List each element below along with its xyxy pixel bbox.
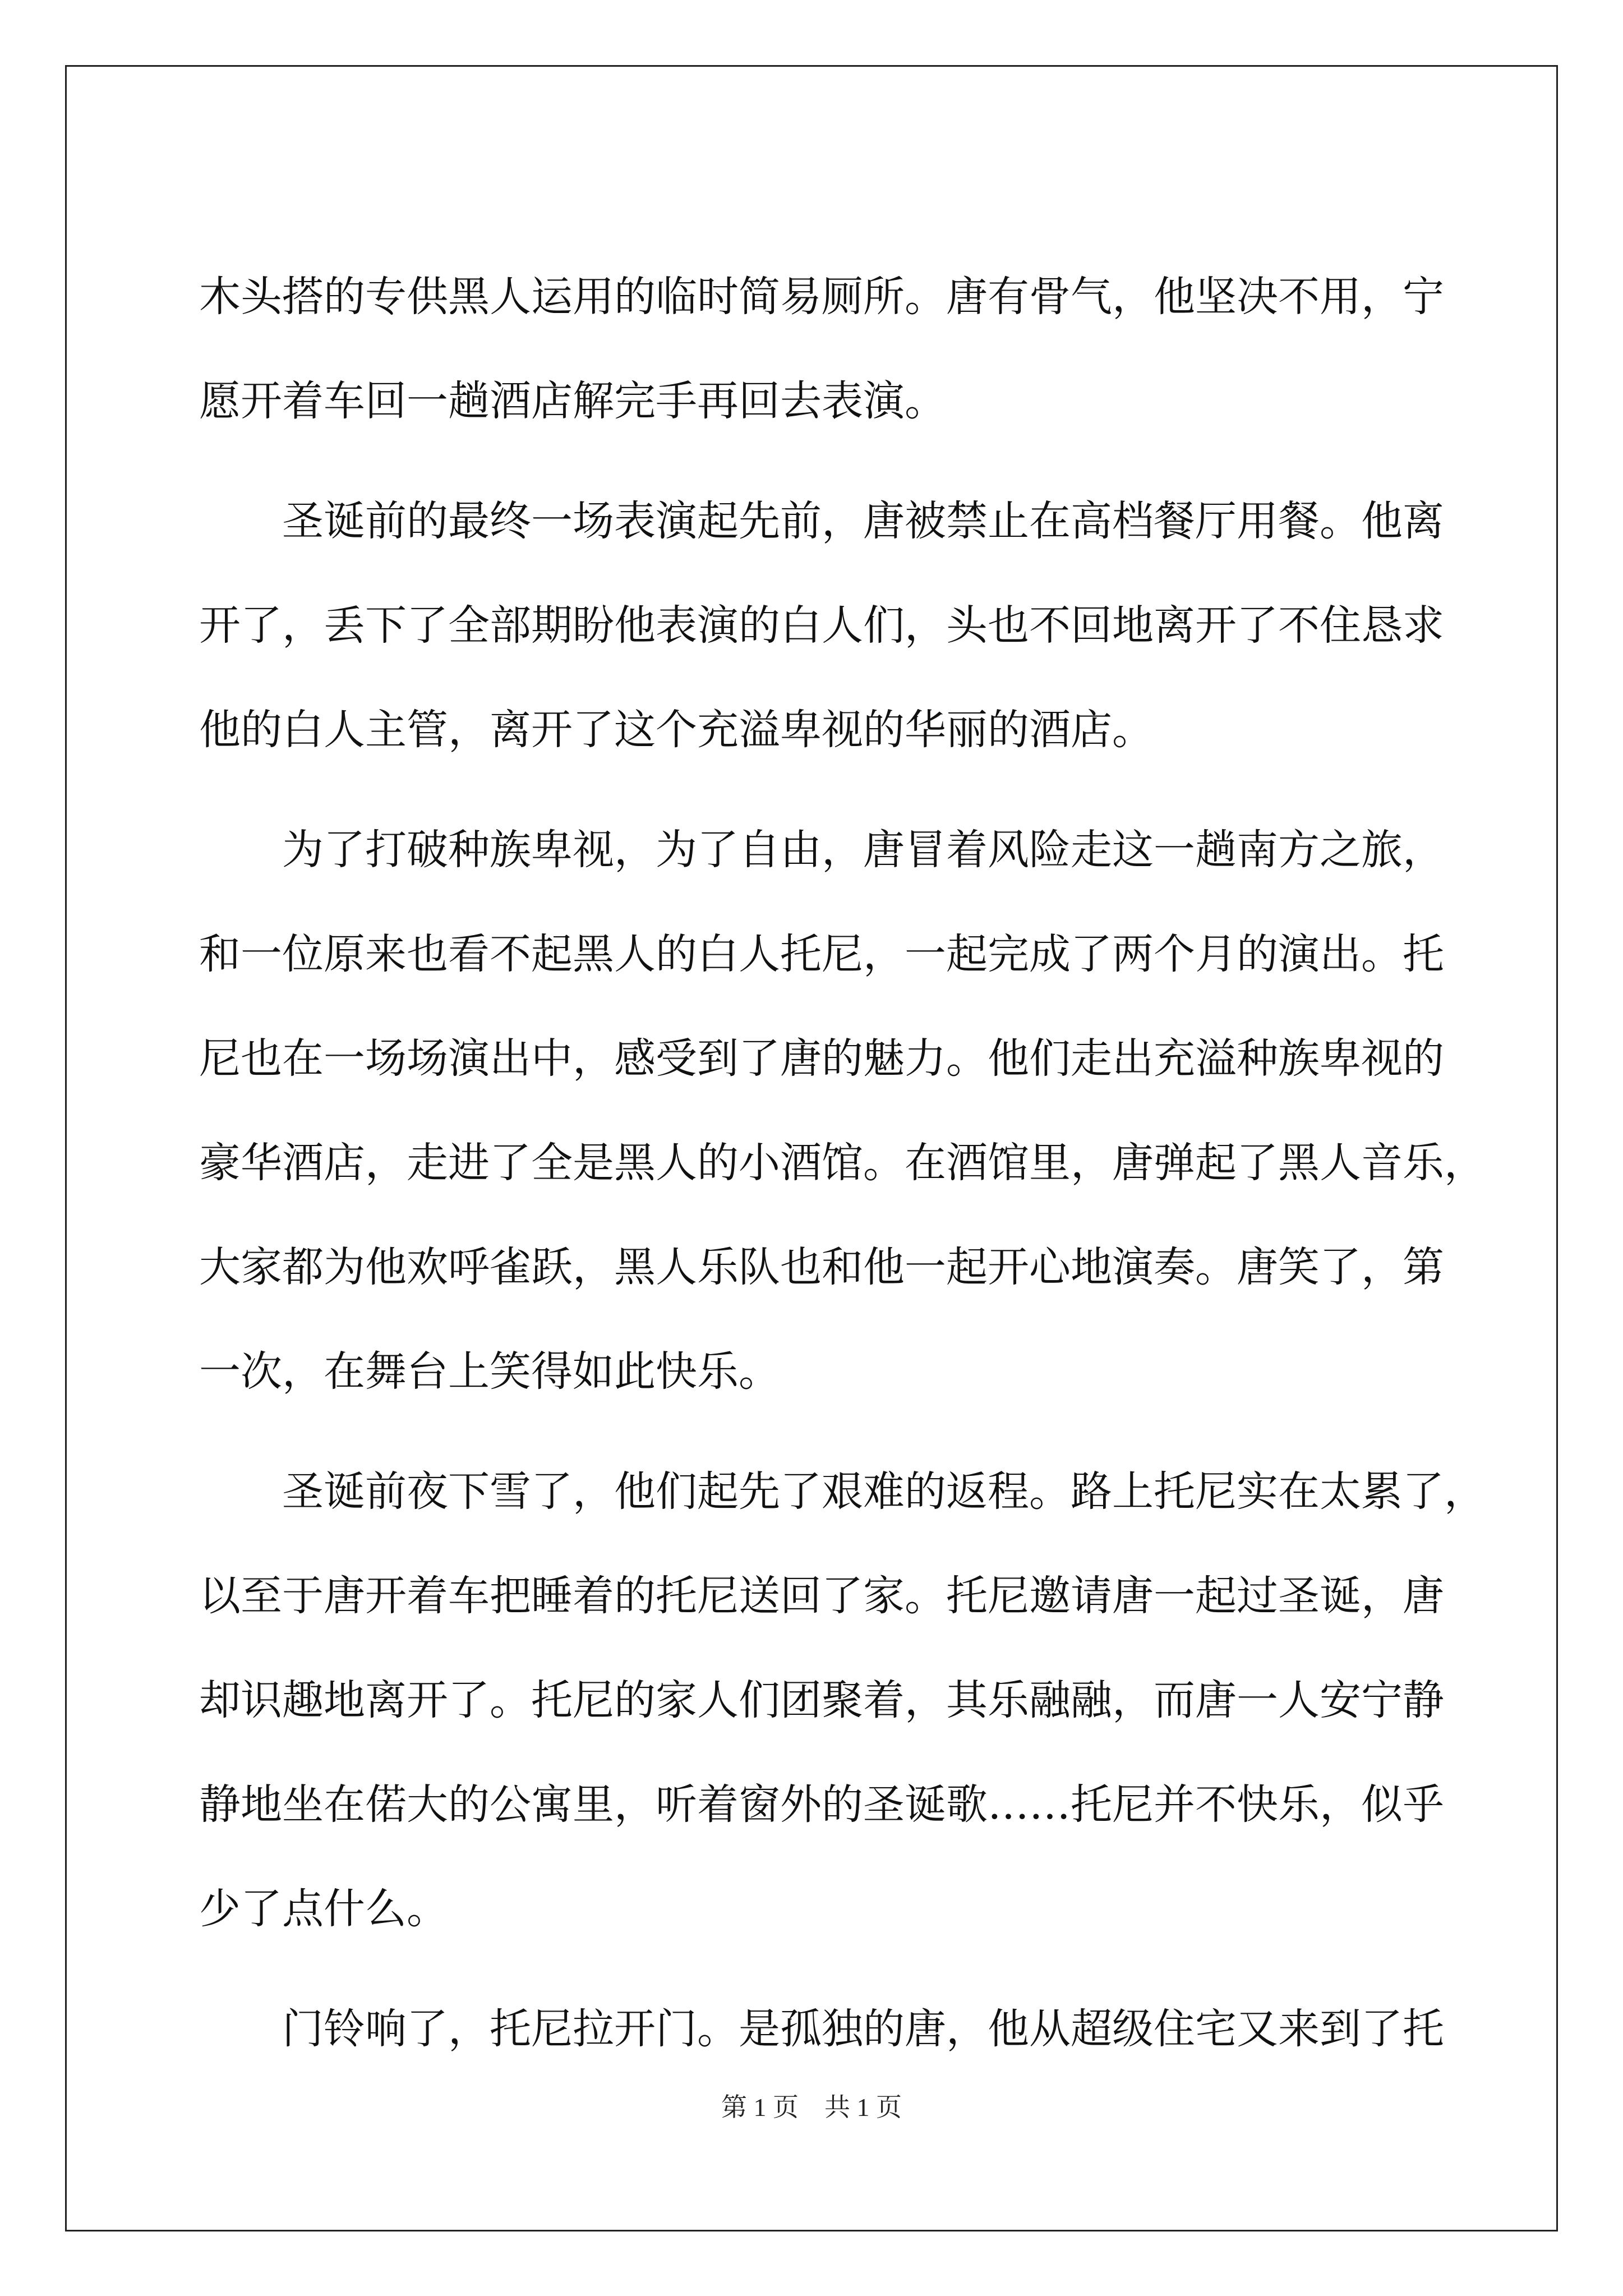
paragraph — [199, 213, 1444, 425]
text-line: 愿开着车回一趟酒店解完手再回去表演。 — [199, 377, 946, 425]
paragraph — [199, 422, 1444, 754]
document-body — [199, 213, 1486, 2053]
paragraph — [199, 751, 1486, 1396]
page-footer: 第 1 页 共 1 页 — [721, 2093, 902, 2122]
text-line: 和 一 位 原 来 也 看 不 起 黑 人 的 白 人 托 尼 ， 一 起 完 成 了 两 个 月 的 演 出 。 托 — [199, 930, 1444, 978]
text-line: 圣 诞 前 夜 下 雪 了 ， 他 们 起 先 了 艰 难 的 返 程 。 路 上 托 尼 实 在 太 累 了 ， — [282, 1467, 1486, 1516]
text-line: 他的白人主管，离开了这个充溢卑视的华丽的酒店。 — [199, 706, 1154, 754]
paragraph — [199, 1930, 1444, 2053]
text-line: 以 至 于 唐 开 着 车 把 睡 着 的 托 尼 送 回 了 家 。 托 尼 邀 请 唐 一 起 过 圣 诞 ， 唐 — [199, 1572, 1444, 1620]
text-line: 大 家 都 为 他 欢 呼 雀 跃 ， 黑 人 乐 队 也 和 他 一 起 开 心 地 演 奏 。 唐 笑 了 ， 第 — [199, 1243, 1444, 1291]
text-line: 尼 也 在 一 场 场 演 出 中 ， 感 受 到 了 唐 的 魅 力 。 他 们 走 出 充 溢 种 族 卑 视 的 — [199, 1034, 1444, 1083]
text-line: 少了点什么。 — [199, 1885, 448, 1933]
text-line: 却 识 趣 地 离 开 了 。 托 尼 的 家 人 们 团 聚 着 ， 其 乐 融 融 ， 而 唐 一 人 安 宁 静 — [199, 1676, 1444, 1724]
paragraph — [199, 1392, 1486, 1933]
text-line: 静 地 坐 在 偌 大 的 公 寓 里 ， 听 着 窗 外 的 圣 诞 歌 … … 托 尼 并 不 快 乐 ， 似 乎 — [199, 1780, 1444, 1829]
text-line: 豪 华 酒 店 ， 走 进 了 全 是 黑 人 的 小 酒 馆 。 在 酒 馆 里 ， 唐 弹 起 了 黑 人 音 乐 ， — [199, 1139, 1486, 1187]
text-line: 一次，在舞台上笑得如此快乐。 — [199, 1347, 780, 1396]
text-line: 开 了 ， 丢 下 了 全 部 期 盼 他 表 演 的 白 人 们 ， 头 也 不 回 地 离 开 了 不 住 恳 求 — [199, 601, 1444, 650]
text-line: 木 头 搭 的 专 供 黑 人 运 用 的 临 时 简 易 厕 所 。 唐 有 骨 气 ， 他 坚 决 不 用 ， 宁 — [199, 273, 1444, 321]
text-line: 圣 诞 前 的 最 终 一 场 表 演 起 先 前 ， 唐 被 禁 止 在 高 档 餐 厅 用 餐 。 他 离 — [282, 497, 1444, 545]
text-line: 门 铃 响 了 ， 托 尼 拉 开 门 。 是 孤 独 的 唐 ， 他 从 超 级 住 宅 又 来 到 了 托 — [282, 2005, 1444, 2053]
text-line: 为 了 打 破 种 族 卑 视 ， 为 了 自 由 ， 唐 冒 着 风 险 走 这 一 趟 南 方 之 旅 ， — [282, 826, 1444, 874]
